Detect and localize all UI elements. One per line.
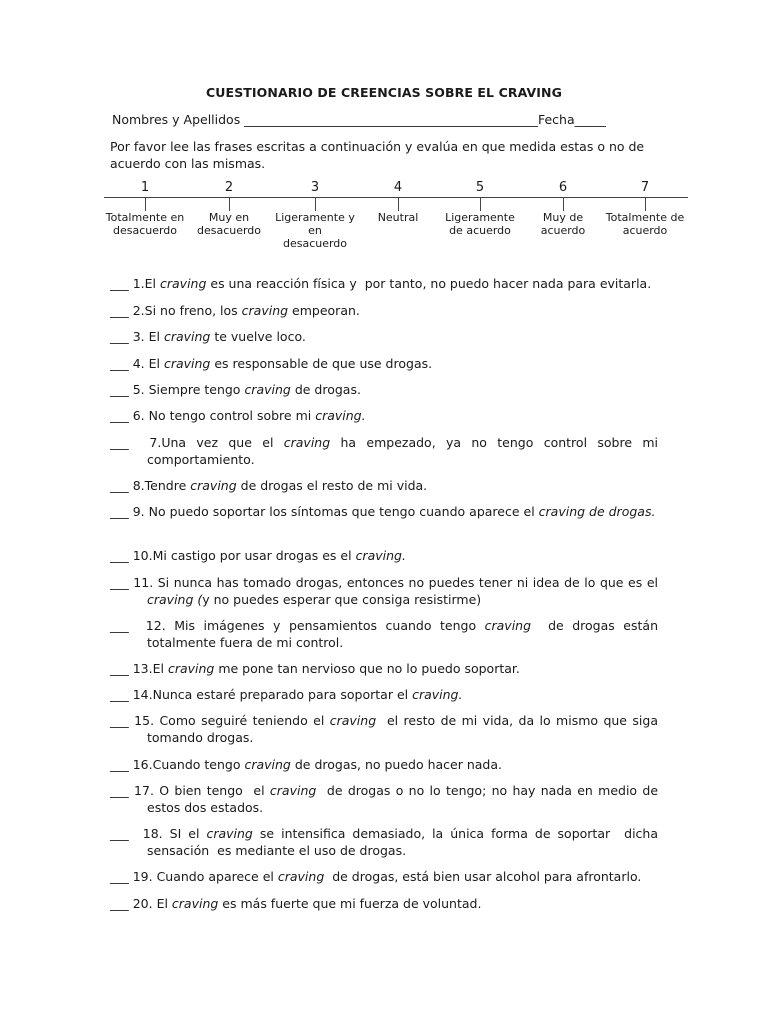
item-text-end: de drogas o no lo tengo; no hay nada en medio de estos dos estados. <box>147 783 662 815</box>
questionnaire-item-3 <box>110 328 658 345</box>
scale-tick <box>229 198 230 211</box>
name-blank: _______________________________________________ <box>244 112 538 127</box>
date-label: Fecha <box>537 112 575 127</box>
item-text: 6. No tengo control sobre mi <box>128 408 316 423</box>
item-text-end: te vuelve loco. <box>210 329 306 344</box>
item-text-end: y no puedes esperar que consiga resistirme) <box>202 592 482 607</box>
item-emphasis: craving <box>163 356 211 371</box>
item-emphasis: craving <box>244 757 291 772</box>
scale-point-7 <box>605 180 685 237</box>
item-text: 10.Mi castigo por usar drogas es el <box>128 548 356 563</box>
questionnaire-item-19 <box>110 868 658 885</box>
item-emphasis: craving <box>484 618 532 633</box>
answer-blank[interactable]: ___ <box>110 687 129 702</box>
item-text: 16.Cuando tengo <box>128 757 245 772</box>
scale-tick <box>480 198 481 211</box>
item-text-end: ha empezado, ya no tengo control sobre mi comportamiento. <box>147 435 662 467</box>
item-emphasis: craving <box>206 826 253 841</box>
answer-blank[interactable]: ___ <box>110 435 129 450</box>
questionnaire-item-13 <box>110 660 658 677</box>
item-text: 18. SI el <box>128 826 207 841</box>
questionnaire-item-10 <box>110 547 658 564</box>
item-text: 17. O bien tengo el <box>128 783 270 798</box>
item-text: 9. No puedo soportar los síntomas que tengo cuando aparece el <box>128 504 539 519</box>
item-text: 11. Si nunca has tomado drogas, entonces no puedes tener ni idea de lo que es el <box>128 575 662 590</box>
scale-point-6 <box>523 180 603 237</box>
item-emphasis: craving <box>241 303 289 318</box>
scale-label: Totalmente de acuerdo <box>605 211 685 237</box>
item-text: 2.Si no freno, los <box>128 303 242 318</box>
questionnaire-item-20 <box>110 895 658 912</box>
questionnaire-item-18 <box>110 825 662 859</box>
item-emphasis: craving ( <box>147 592 203 607</box>
item-text: 8.Tendre <box>128 478 191 493</box>
name-date-line <box>112 112 672 127</box>
questionnaire-item-1 <box>110 275 658 292</box>
answer-blank[interactable]: ___ <box>110 783 129 798</box>
item-emphasis: craving. <box>412 687 463 702</box>
item-text-end: de drogas. <box>290 382 361 397</box>
questionnaire-item-16 <box>110 756 658 773</box>
scale-number: 5 <box>475 180 485 195</box>
rating-scale <box>104 180 688 260</box>
scale-label: Ligeramente y en desacuerdo <box>275 211 355 250</box>
item-text-end: es responsable de que use drogas. <box>210 356 433 371</box>
item-emphasis: craving. <box>355 548 406 563</box>
scale-number: 2 <box>224 180 234 195</box>
scale-point-4 <box>358 180 438 224</box>
item-text-end: de drogas, está bien usar alcohol para afrontarlo. <box>324 869 642 884</box>
item-text: 4. El <box>128 356 164 371</box>
scale-point-2 <box>189 180 269 237</box>
scale-label: Totalmente en desacuerdo <box>105 211 185 237</box>
item-emphasis: craving <box>277 869 325 884</box>
scale-tick <box>145 198 146 211</box>
scale-point-3 <box>275 180 355 250</box>
item-text: 14.Nunca estaré preparado para soportar el <box>128 687 413 702</box>
scale-number: 7 <box>640 180 650 195</box>
scale-number: 6 <box>558 180 568 195</box>
page-title: CUESTIONARIO DE CREENCIAS SOBRE EL CRAVING <box>206 85 562 100</box>
answer-blank[interactable]: ___ <box>110 713 129 728</box>
answer-blank[interactable]: ___ <box>110 869 129 884</box>
scale-label: Neutral <box>377 211 419 224</box>
questionnaire-item-4 <box>110 355 658 372</box>
answer-blank[interactable]: ___ <box>110 575 129 590</box>
scale-tick <box>563 198 564 211</box>
questionnaire-item-6 <box>110 407 658 424</box>
item-text: 1.El <box>128 276 160 291</box>
item-emphasis: craving <box>171 896 219 911</box>
scale-tick <box>398 198 399 211</box>
answer-blank[interactable]: ___ <box>110 661 129 676</box>
scale-label: Muy de acuerdo <box>540 211 586 237</box>
item-text-end: el resto de mi vida, da lo mismo que siga tomando drogas. <box>147 713 662 745</box>
questionnaire-item-12 <box>110 617 662 651</box>
answer-blank[interactable]: ___ <box>110 356 129 371</box>
scale-tick <box>645 198 646 211</box>
questionnaire-item-15 <box>110 712 662 746</box>
item-text: 5. Siempre tengo <box>128 382 245 397</box>
item-text: 15. Como seguiré teniendo el <box>128 713 330 728</box>
item-emphasis: craving <box>163 329 211 344</box>
item-emphasis: craving de drogas. <box>538 504 656 519</box>
answer-blank[interactable]: ___ <box>110 504 129 519</box>
item-text-end: de drogas, no puedo hacer nada. <box>290 757 503 772</box>
answer-blank[interactable]: ___ <box>110 826 129 841</box>
item-text-end: empeoran. <box>288 303 360 318</box>
item-text-end: de drogas están totalmente fuera de mi control. <box>147 618 662 650</box>
questionnaire-item-8 <box>110 477 658 494</box>
questionnaire-item-5 <box>110 381 658 398</box>
scale-point-1 <box>105 180 185 237</box>
item-emphasis: craving <box>190 478 237 493</box>
questionnaire-item-14 <box>110 686 658 703</box>
item-emphasis: craving <box>283 435 331 450</box>
item-emphasis: craving <box>269 783 317 798</box>
answer-blank[interactable]: ___ <box>110 548 129 563</box>
answer-blank[interactable]: ___ <box>110 757 129 772</box>
scale-point-5 <box>440 180 520 237</box>
answer-blank[interactable]: ___ <box>110 408 129 423</box>
scale-number: 1 <box>140 180 150 195</box>
name-label: Nombres y Apellidos <box>112 112 241 127</box>
item-text-end: es una reacción física y por tanto, no puedo hacer nada para evitarla. <box>206 276 652 291</box>
answer-blank[interactable]: ___ <box>110 303 129 318</box>
item-emphasis: craving. <box>315 408 366 423</box>
item-emphasis: craving <box>329 713 377 728</box>
questionnaire-item-11 <box>110 574 662 608</box>
item-text-end: se intensifica demasiado, la única forma de soportar dicha sensación es mediante el uso de drogas. <box>147 826 662 858</box>
item-emphasis: craving <box>167 661 215 676</box>
item-text: 7.Una vez que el <box>128 435 284 450</box>
scale-number: 3 <box>310 180 320 195</box>
item-text-end: es más fuerte que mi fuerza de voluntad. <box>218 896 482 911</box>
item-text: 19. Cuando aparece el <box>128 869 278 884</box>
item-text-end: de drogas el resto de mi vida. <box>236 478 428 493</box>
item-text: 20. El <box>128 896 172 911</box>
questionnaire-item-2 <box>110 302 658 319</box>
answer-blank[interactable]: ___ <box>110 478 129 493</box>
questionnaire-item-7 <box>110 434 662 468</box>
item-text-end: me pone tan nervioso que no lo puedo soportar. <box>214 661 520 676</box>
instructions: Por favor lee las frases escritas a continuación y evalúa en que medida estas o no de acuerdo con las mismas. <box>110 139 645 171</box>
answer-blank[interactable]: ___ <box>110 276 129 291</box>
item-text: 13.El <box>128 661 168 676</box>
answer-blank[interactable]: ___ <box>110 382 129 397</box>
scale-tick <box>315 198 316 211</box>
date-blank: _____ <box>574 112 606 127</box>
item-text: 3. El <box>128 329 164 344</box>
item-emphasis: craving <box>244 382 291 397</box>
scale-label: Muy en desacuerdo <box>196 211 262 237</box>
item-text: 12. Mis imágenes y pensamientos cuando tengo <box>128 618 485 633</box>
questionnaire-item-17 <box>110 782 662 816</box>
scale-label: Ligeramente de acuerdo <box>445 211 515 237</box>
answer-blank[interactable]: ___ <box>110 896 129 911</box>
item-emphasis: craving <box>160 276 207 291</box>
answer-blank[interactable]: ___ <box>110 618 129 633</box>
answer-blank[interactable]: ___ <box>110 329 129 344</box>
questionnaire-item-9 <box>110 503 658 520</box>
scale-number: 4 <box>393 180 403 195</box>
